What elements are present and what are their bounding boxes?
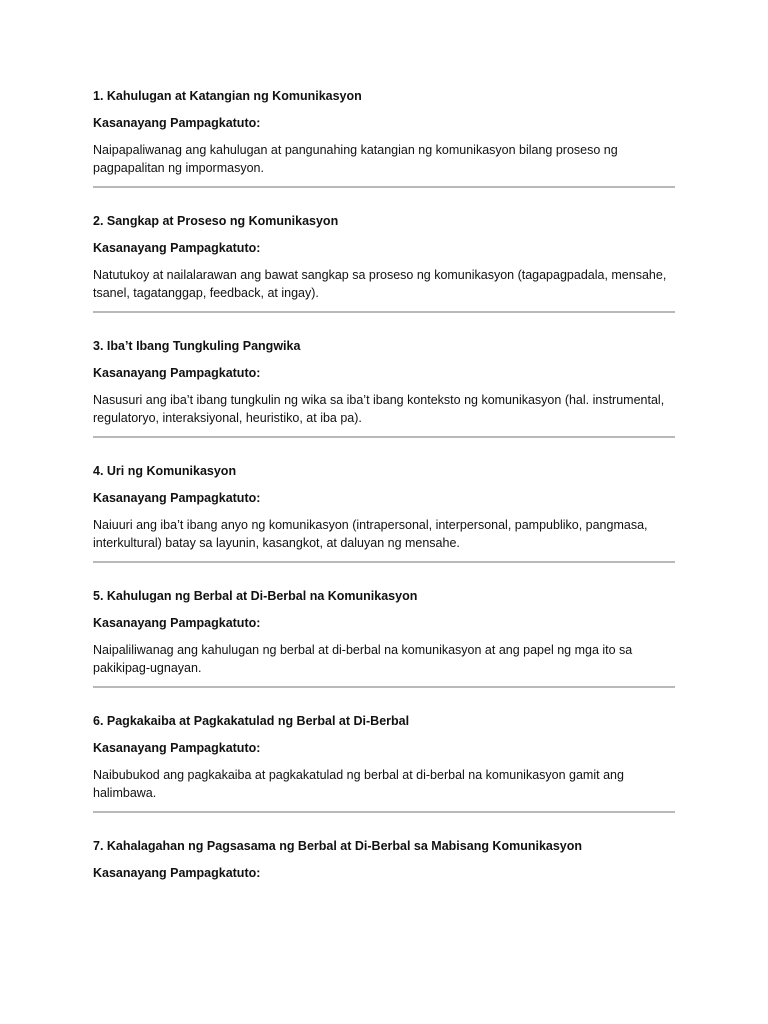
section-divider: [93, 186, 675, 188]
section-label: Kasanayang Pampagkatuto:: [93, 366, 261, 380]
section-title: 3. Iba’t Ibang Tungkuling Pangwika: [93, 339, 301, 353]
section-2: [93, 212, 675, 313]
section-4: [93, 462, 675, 563]
section-divider: [93, 436, 675, 438]
section-body: Naipapaliwanag ang kahulugan at pangunahing katangian ng komunikasyon bilang proseso ng pagpapalitan ng impormasyon.: [93, 143, 618, 175]
section-body: Nasusuri ang iba’t ibang tungkulin ng wika sa iba’t ibang konteksto ng komunikasyon (hal. instrumental, regulatoryo, interaksiyonal, heuristiko, at iba pa).: [93, 393, 665, 425]
section-divider: [93, 311, 675, 313]
section-label: Kasanayang Pampagkatuto:: [93, 116, 261, 130]
section-divider: [93, 686, 675, 688]
section-body: Naiuuri ang iba’t ibang anyo ng komunikasyon (intrapersonal, interpersonal, pampubliko, pangmasa, interkultural) batay sa layunin, kasangkot, at daluyan ng mensahe.: [93, 518, 648, 550]
section-divider: [93, 811, 675, 813]
section-label: Kasanayang Pampagkatuto:: [93, 741, 261, 755]
section-label: Kasanayang Pampagkatuto:: [93, 616, 261, 630]
section-title: 7. Kahalagahan ng Pagsasama ng Berbal at Di-Berbal sa Mabisang Komunikasyon: [93, 839, 583, 853]
section-title: 1. Kahulugan at Katangian ng Komunikasyon: [93, 89, 362, 103]
section-body: Naibubukod ang pagkakaiba at pagkakatulad ng berbal at di-berbal na komunikasyon gamit ang halimbawa.: [93, 768, 624, 800]
section-title: 4. Uri ng Komunikasyon: [93, 464, 237, 478]
section-7: [93, 837, 675, 882]
section-divider: [93, 561, 675, 563]
section-title: 6. Pagkakaiba at Pagkakatulad ng Berbal at Di-Berbal: [93, 714, 410, 728]
section-label: Kasanayang Pampagkatuto:: [93, 866, 261, 880]
section-3: [93, 337, 675, 438]
section-1: [93, 87, 675, 188]
section-title: 5. Kahulugan ng Berbal at Di-Berbal na Komunikasyon: [93, 589, 418, 603]
section-5: [93, 587, 675, 688]
section-label: Kasanayang Pampagkatuto:: [93, 241, 261, 255]
section-body: Naipaliliwanag ang kahulugan ng berbal at di-berbal na komunikasyon at ang papel ng mga ito sa pakikipag-ugnayan.: [93, 643, 633, 675]
section-body: Natutukoy at nailalarawan ang bawat sangkap sa proseso ng komunikasyon (tagapagpadala, mensahe, tsanel, tagatanggap, feedback, at ingay).: [93, 268, 667, 300]
section-title: 2. Sangkap at Proseso ng Komunikasyon: [93, 214, 339, 228]
section-label: Kasanayang Pampagkatuto:: [93, 491, 261, 505]
section-6: [93, 712, 675, 813]
